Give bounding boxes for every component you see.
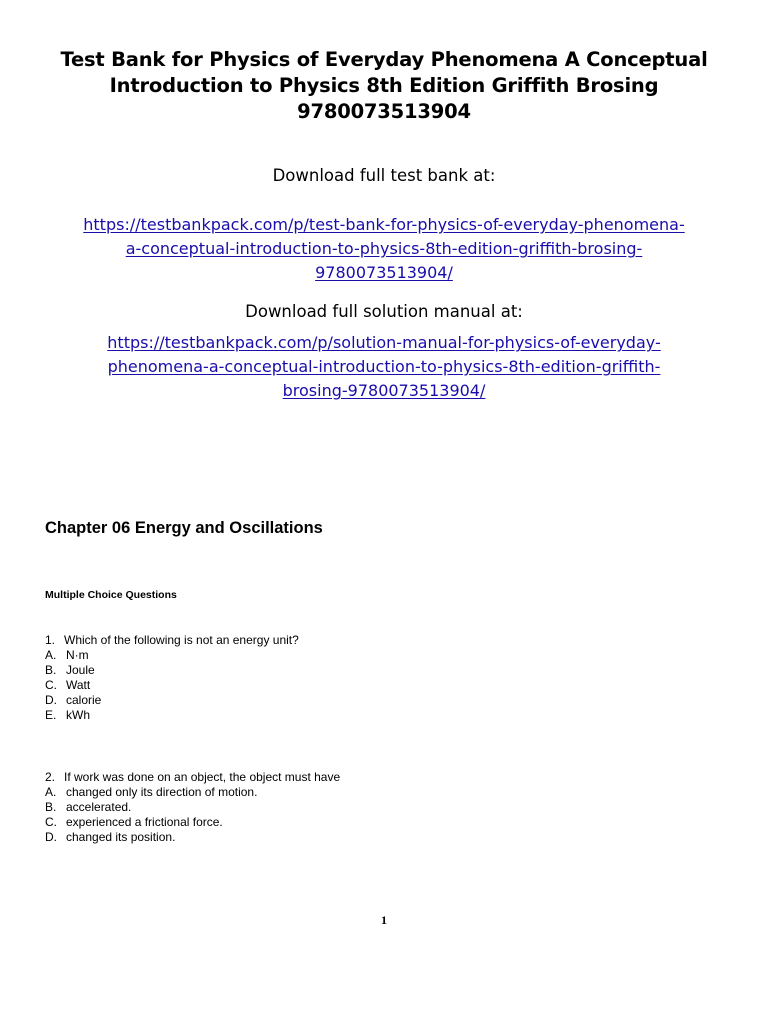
solution-manual-link-line-3[interactable]: brosing-9780073513904/: [282, 381, 486, 400]
question-text: If work was done on an object, the object must have: [64, 770, 341, 784]
option-a: [45, 785, 340, 800]
question-text: Which of the following is not an energy unit?: [64, 633, 299, 647]
title-line-1: Test Bank for Physics of Everyday Phenomena A Conceptual: [60, 48, 708, 71]
option-text: experienced a frictional force.: [66, 815, 223, 829]
option-letter: C.: [45, 678, 57, 692]
option-text: N·m: [66, 648, 89, 662]
solution-manual-link[interactable]: [30, 331, 738, 403]
title-line-2: Introduction to Physics 8th Edition Griffith Brosing: [109, 74, 659, 97]
question-2-stem: [45, 770, 340, 785]
option-text: kWh: [66, 708, 90, 722]
option-c: [45, 815, 340, 830]
option-b: [45, 663, 299, 678]
option-text: accelerated.: [66, 800, 132, 814]
option-c: [45, 678, 299, 693]
question-1: [45, 633, 299, 723]
option-letter: A.: [45, 785, 57, 799]
option-letter: E.: [45, 708, 57, 722]
option-text: changed its position.: [66, 830, 176, 844]
title-line-3: 9780073513904: [297, 100, 471, 123]
option-letter: C.: [45, 815, 57, 829]
page-number: 1: [381, 913, 387, 927]
solution-manual-link-line-2[interactable]: phenomena-a-conceptual-introduction-to-physics-8th-edition-griffith-: [107, 357, 661, 376]
question-number: 2.: [45, 770, 56, 784]
solution-manual-download-label: Download full solution manual at:: [245, 302, 523, 321]
option-d: [45, 830, 340, 845]
question-1-stem: [45, 633, 299, 648]
option-letter: A.: [45, 648, 57, 662]
option-letter: D.: [45, 693, 57, 707]
option-b: [45, 800, 340, 815]
question-2: [45, 770, 340, 845]
section-heading: Multiple Choice Questions: [45, 589, 177, 601]
option-text: calorie: [66, 693, 102, 707]
option-text: Watt: [66, 678, 91, 692]
option-a: [45, 648, 299, 663]
question-number: 1.: [45, 633, 56, 647]
test-bank-link-line-1[interactable]: https://testbankpack.com/p/test-bank-for-physics-of-everyday-phenomena-: [83, 215, 685, 234]
test-bank-download-label: Download full test bank at:: [272, 166, 496, 185]
solution-manual-link-line-1[interactable]: https://testbankpack.com/p/solution-manual-for-physics-of-everyday-: [107, 333, 661, 352]
test-bank-link-line-2[interactable]: a-conceptual-introduction-to-physics-8th-edition-griffith-brosing-: [125, 239, 643, 258]
document-title: [40, 47, 728, 125]
option-letter: B.: [45, 800, 57, 814]
option-text: changed only its direction of motion.: [66, 785, 258, 799]
option-d: [45, 693, 299, 708]
option-letter: D.: [45, 830, 57, 844]
test-bank-link-line-3[interactable]: 9780073513904/: [315, 263, 453, 282]
test-bank-link[interactable]: [30, 213, 738, 285]
option-text: Joule: [66, 663, 95, 677]
chapter-heading: Chapter 06 Energy and Oscillations: [45, 519, 323, 537]
option-e: [45, 708, 299, 723]
option-letter: B.: [45, 663, 57, 677]
